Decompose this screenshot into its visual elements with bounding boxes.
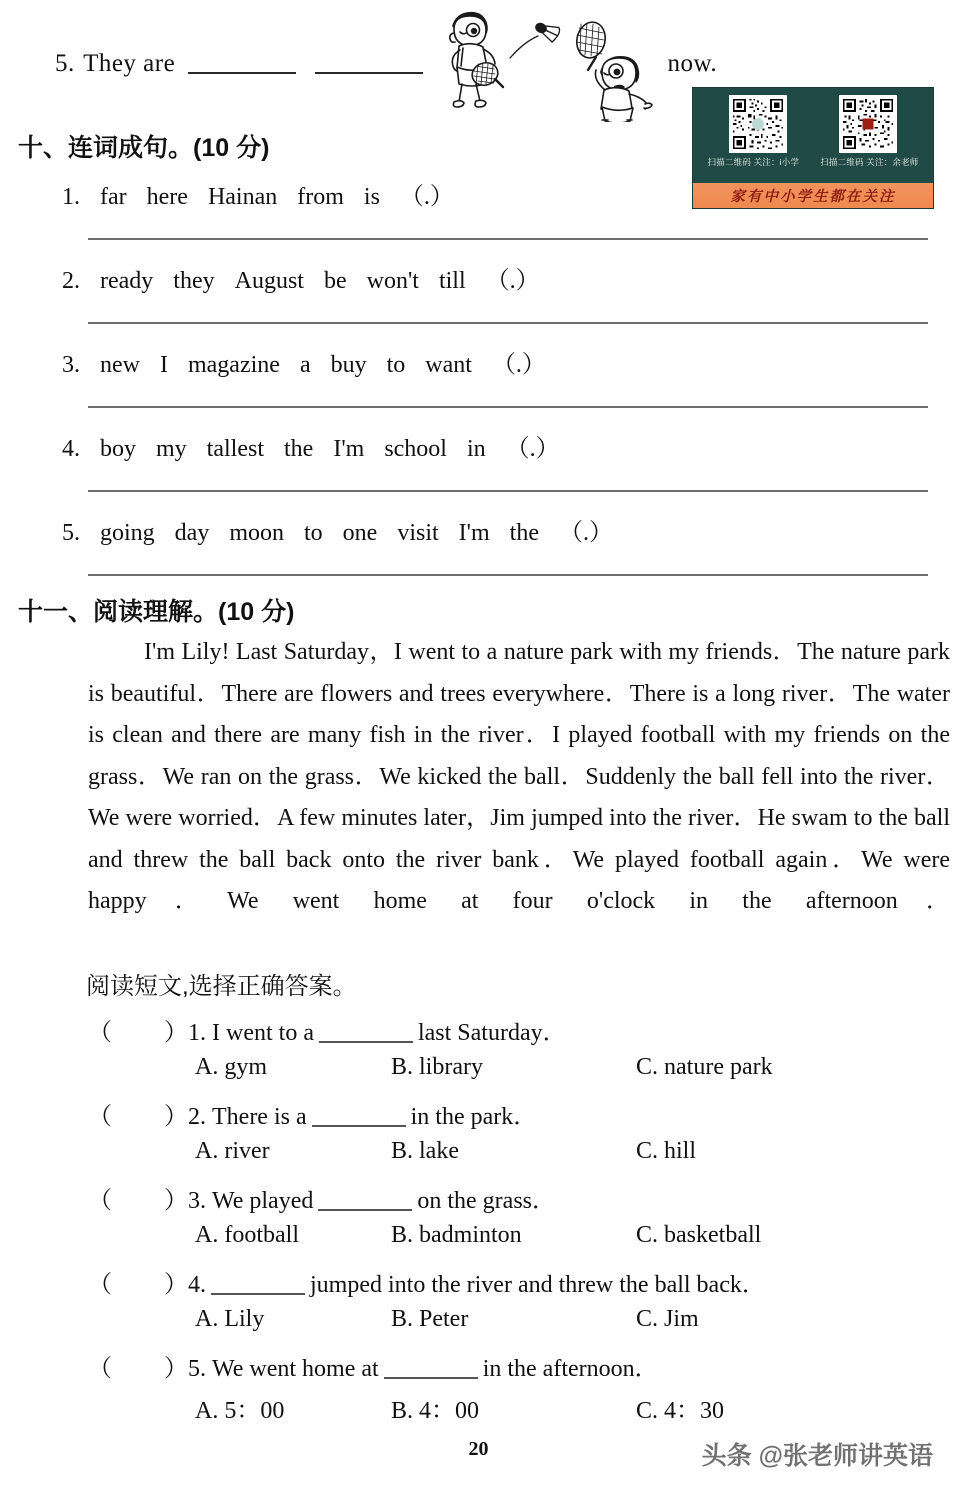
mc-option-b[interactable]: B. badminton bbox=[391, 1222, 522, 1248]
mc-answer-bracket-close: ） bbox=[164, 1356, 188, 1382]
word-order-word: to bbox=[304, 520, 323, 546]
mc-answer-bracket-close: ） bbox=[164, 1272, 188, 1298]
word-order-word: want bbox=[425, 352, 472, 378]
mc-question-text-after: jumped into the river and threw the ball back． bbox=[310, 1272, 766, 1298]
word-order-word: till bbox=[438, 268, 466, 294]
reading-passage-text: I'm Lily! Last Saturday，I went to a nature park with my friends．The nature park is beautiful．There are flowers and trees everywhere．There is a long river．The water is clean and there are many fish in the river．I played football with my friends on the grass．We ran on the grass．We kicked the ball．Suddenly the ball fell into the river．We were worried．A few minutes later，Jim jumped into the river．He swam to the ball and threw the ball back onto the river bank．We played football again．We were happy．We went home at four o'clock in the afternoon． bbox=[88, 639, 950, 914]
word-order-punctuation: （.） bbox=[505, 436, 560, 462]
word-order-item-3 bbox=[62, 344, 546, 379]
mc-option-b[interactable]: B. lake bbox=[391, 1138, 459, 1164]
mc-answer-bracket-open[interactable]: （ bbox=[88, 1104, 112, 1130]
word-order-word: my bbox=[156, 436, 187, 462]
word-order-word: going bbox=[100, 520, 155, 546]
qr-code-right[interactable] bbox=[839, 95, 897, 153]
word-order-word: school bbox=[384, 436, 447, 462]
mc-question-number: 1. bbox=[188, 1020, 206, 1046]
word-order-word: moon bbox=[229, 520, 284, 546]
mc-option-a[interactable]: A. Lily bbox=[195, 1306, 265, 1332]
word-order-item-number: 3. bbox=[62, 352, 80, 378]
word-order-word: buy bbox=[330, 352, 367, 378]
qr-promo-banner-text: 家有中小学生都在关注 bbox=[730, 189, 896, 205]
qr-caption-left: 扫描二维码 关注：i小学 bbox=[707, 157, 800, 167]
qr-promo-card[interactable] bbox=[693, 88, 933, 208]
word-order-word: they bbox=[173, 268, 215, 294]
page-number: 20 bbox=[468, 1438, 489, 1460]
word-order-word: I'm bbox=[333, 436, 365, 462]
answer-blank-1[interactable] bbox=[188, 52, 296, 74]
mc-option-c[interactable]: C. hill bbox=[636, 1138, 697, 1164]
mc-question-1 bbox=[88, 1012, 567, 1047]
mc-question-5 bbox=[88, 1348, 659, 1383]
word-order-word: I'm bbox=[458, 520, 490, 546]
mc-answer-bracket-close: ） bbox=[164, 1020, 188, 1046]
word-order-word: Hainan bbox=[207, 184, 278, 210]
answer-rule-1[interactable] bbox=[88, 238, 928, 240]
word-order-word: new bbox=[100, 352, 140, 378]
answer-rule-2[interactable] bbox=[88, 322, 928, 324]
mc-question-2 bbox=[88, 1096, 537, 1131]
watermark-text: 头条 @张老师讲英语 bbox=[701, 1442, 933, 1470]
fill-in-item-tail-text: now. bbox=[667, 50, 718, 77]
word-order-item-5 bbox=[62, 512, 613, 547]
answer-rule-4[interactable] bbox=[88, 490, 928, 492]
qr-code-left[interactable] bbox=[729, 95, 787, 153]
mc-question-text-before: We played bbox=[212, 1188, 314, 1214]
mc-option-b[interactable]: B. Peter bbox=[391, 1306, 469, 1332]
word-order-item-number: 4. bbox=[62, 436, 80, 462]
word-order-word: to bbox=[386, 352, 406, 378]
mc-option-c[interactable]: C. Jim bbox=[636, 1306, 699, 1332]
reading-instruction-text: 阅读短文,选择正确答案。 bbox=[86, 973, 357, 1000]
mc-option-a[interactable]: A. football bbox=[195, 1222, 299, 1248]
word-order-item-number: 1. bbox=[62, 184, 80, 210]
word-order-punctuation: （.） bbox=[558, 520, 613, 546]
mc-answer-bracket-open[interactable]: （ bbox=[88, 1356, 112, 1382]
answer-rule-3[interactable] bbox=[88, 406, 928, 408]
word-order-word: won't bbox=[366, 268, 419, 294]
word-order-item-1 bbox=[62, 176, 454, 211]
mc-option-b[interactable]: B. 4：00 bbox=[391, 1398, 480, 1424]
word-order-item-4 bbox=[62, 428, 560, 463]
mc-question-text-after: in the park． bbox=[410, 1104, 538, 1130]
word-order-word: visit bbox=[397, 520, 439, 546]
mc-option-c[interactable]: C. 4：30 bbox=[636, 1398, 725, 1424]
word-order-item-number: 5. bbox=[62, 520, 80, 546]
word-order-word: far bbox=[100, 184, 127, 210]
mc-answer-bracket-open[interactable]: （ bbox=[88, 1272, 112, 1298]
mc-question-text-after: on the grass． bbox=[417, 1188, 557, 1214]
word-order-punctuation: （.） bbox=[491, 352, 546, 378]
word-order-word: in bbox=[466, 436, 486, 462]
word-order-punctuation: （.） bbox=[485, 268, 540, 294]
mc-option-a[interactable]: A. river bbox=[195, 1138, 270, 1164]
word-order-word: one bbox=[342, 520, 378, 546]
mc-question-number: 4. bbox=[188, 1272, 206, 1298]
mc-question-3 bbox=[88, 1180, 556, 1215]
fill-in-item-lead-text: They are bbox=[83, 50, 176, 77]
mc-question-blank[interactable] bbox=[384, 1359, 478, 1379]
qr-caption-row bbox=[693, 156, 933, 168]
mc-option-b[interactable]: B. library bbox=[391, 1054, 483, 1080]
word-order-word: the bbox=[509, 520, 539, 546]
word-order-punctuation: （.） bbox=[399, 184, 454, 210]
mc-option-a[interactable]: A. 5：00 bbox=[195, 1398, 285, 1424]
mc-question-blank[interactable] bbox=[318, 1191, 412, 1211]
fill-in-item-number: 5. bbox=[55, 50, 75, 77]
word-order-word: day bbox=[174, 520, 210, 546]
badminton-players-illustration bbox=[424, 2, 654, 122]
mc-option-c[interactable]: C. nature park bbox=[636, 1054, 773, 1080]
word-order-word: I bbox=[159, 352, 168, 378]
word-order-word: tallest bbox=[206, 436, 264, 462]
word-order-word: is bbox=[363, 184, 380, 210]
qr-caption-right: 扫描二维码 关注：余老师 bbox=[820, 157, 919, 167]
word-order-word: August bbox=[234, 268, 304, 294]
mc-answer-bracket-close: ） bbox=[164, 1188, 188, 1214]
word-order-word: boy bbox=[100, 436, 136, 462]
mc-question-number: 2. bbox=[188, 1104, 206, 1130]
word-order-word: be bbox=[323, 268, 347, 294]
word-order-word: magazine bbox=[187, 352, 280, 378]
section-heading-word-order: 十、连词成句。(10 分) bbox=[18, 134, 270, 162]
mc-question-blank[interactable] bbox=[312, 1107, 406, 1127]
word-order-word: a bbox=[299, 352, 311, 378]
word-order-item-number: 2. bbox=[62, 268, 80, 294]
section-heading-reading: 十一、阅读理解。(10 分) bbox=[18, 598, 295, 626]
mc-question-number: 5. bbox=[188, 1356, 206, 1382]
word-order-word: the bbox=[284, 436, 314, 462]
word-order-item-2 bbox=[62, 260, 540, 295]
answer-rule-5[interactable] bbox=[88, 574, 928, 576]
mc-answer-bracket-close: ） bbox=[164, 1104, 188, 1130]
word-order-word: ready bbox=[100, 268, 154, 294]
mc-question-4 bbox=[88, 1264, 766, 1299]
mc-question-blank[interactable] bbox=[211, 1275, 305, 1295]
mc-answer-bracket-open[interactable]: （ bbox=[88, 1188, 112, 1214]
qr-promo-banner bbox=[693, 183, 933, 208]
mc-question-text-before: I went to a bbox=[212, 1020, 314, 1046]
mc-option-a[interactable]: A. gym bbox=[195, 1054, 267, 1080]
mc-option-c[interactable]: C. basketball bbox=[636, 1222, 762, 1248]
mc-question-text-after: last Saturday． bbox=[417, 1020, 567, 1046]
mc-question-text-before: There is a bbox=[212, 1104, 307, 1130]
mc-question-text-before: We went home at bbox=[212, 1356, 379, 1382]
mc-question-text-after: in the afternoon． bbox=[482, 1356, 659, 1382]
answer-blank-2[interactable] bbox=[315, 52, 423, 74]
mc-question-number: 3. bbox=[188, 1188, 206, 1214]
mc-answer-bracket-open[interactable]: （ bbox=[88, 1020, 112, 1046]
qr-code-row bbox=[693, 88, 933, 153]
word-order-word: from bbox=[297, 184, 344, 210]
word-order-word: here bbox=[146, 184, 188, 210]
mc-question-blank[interactable] bbox=[319, 1023, 413, 1043]
